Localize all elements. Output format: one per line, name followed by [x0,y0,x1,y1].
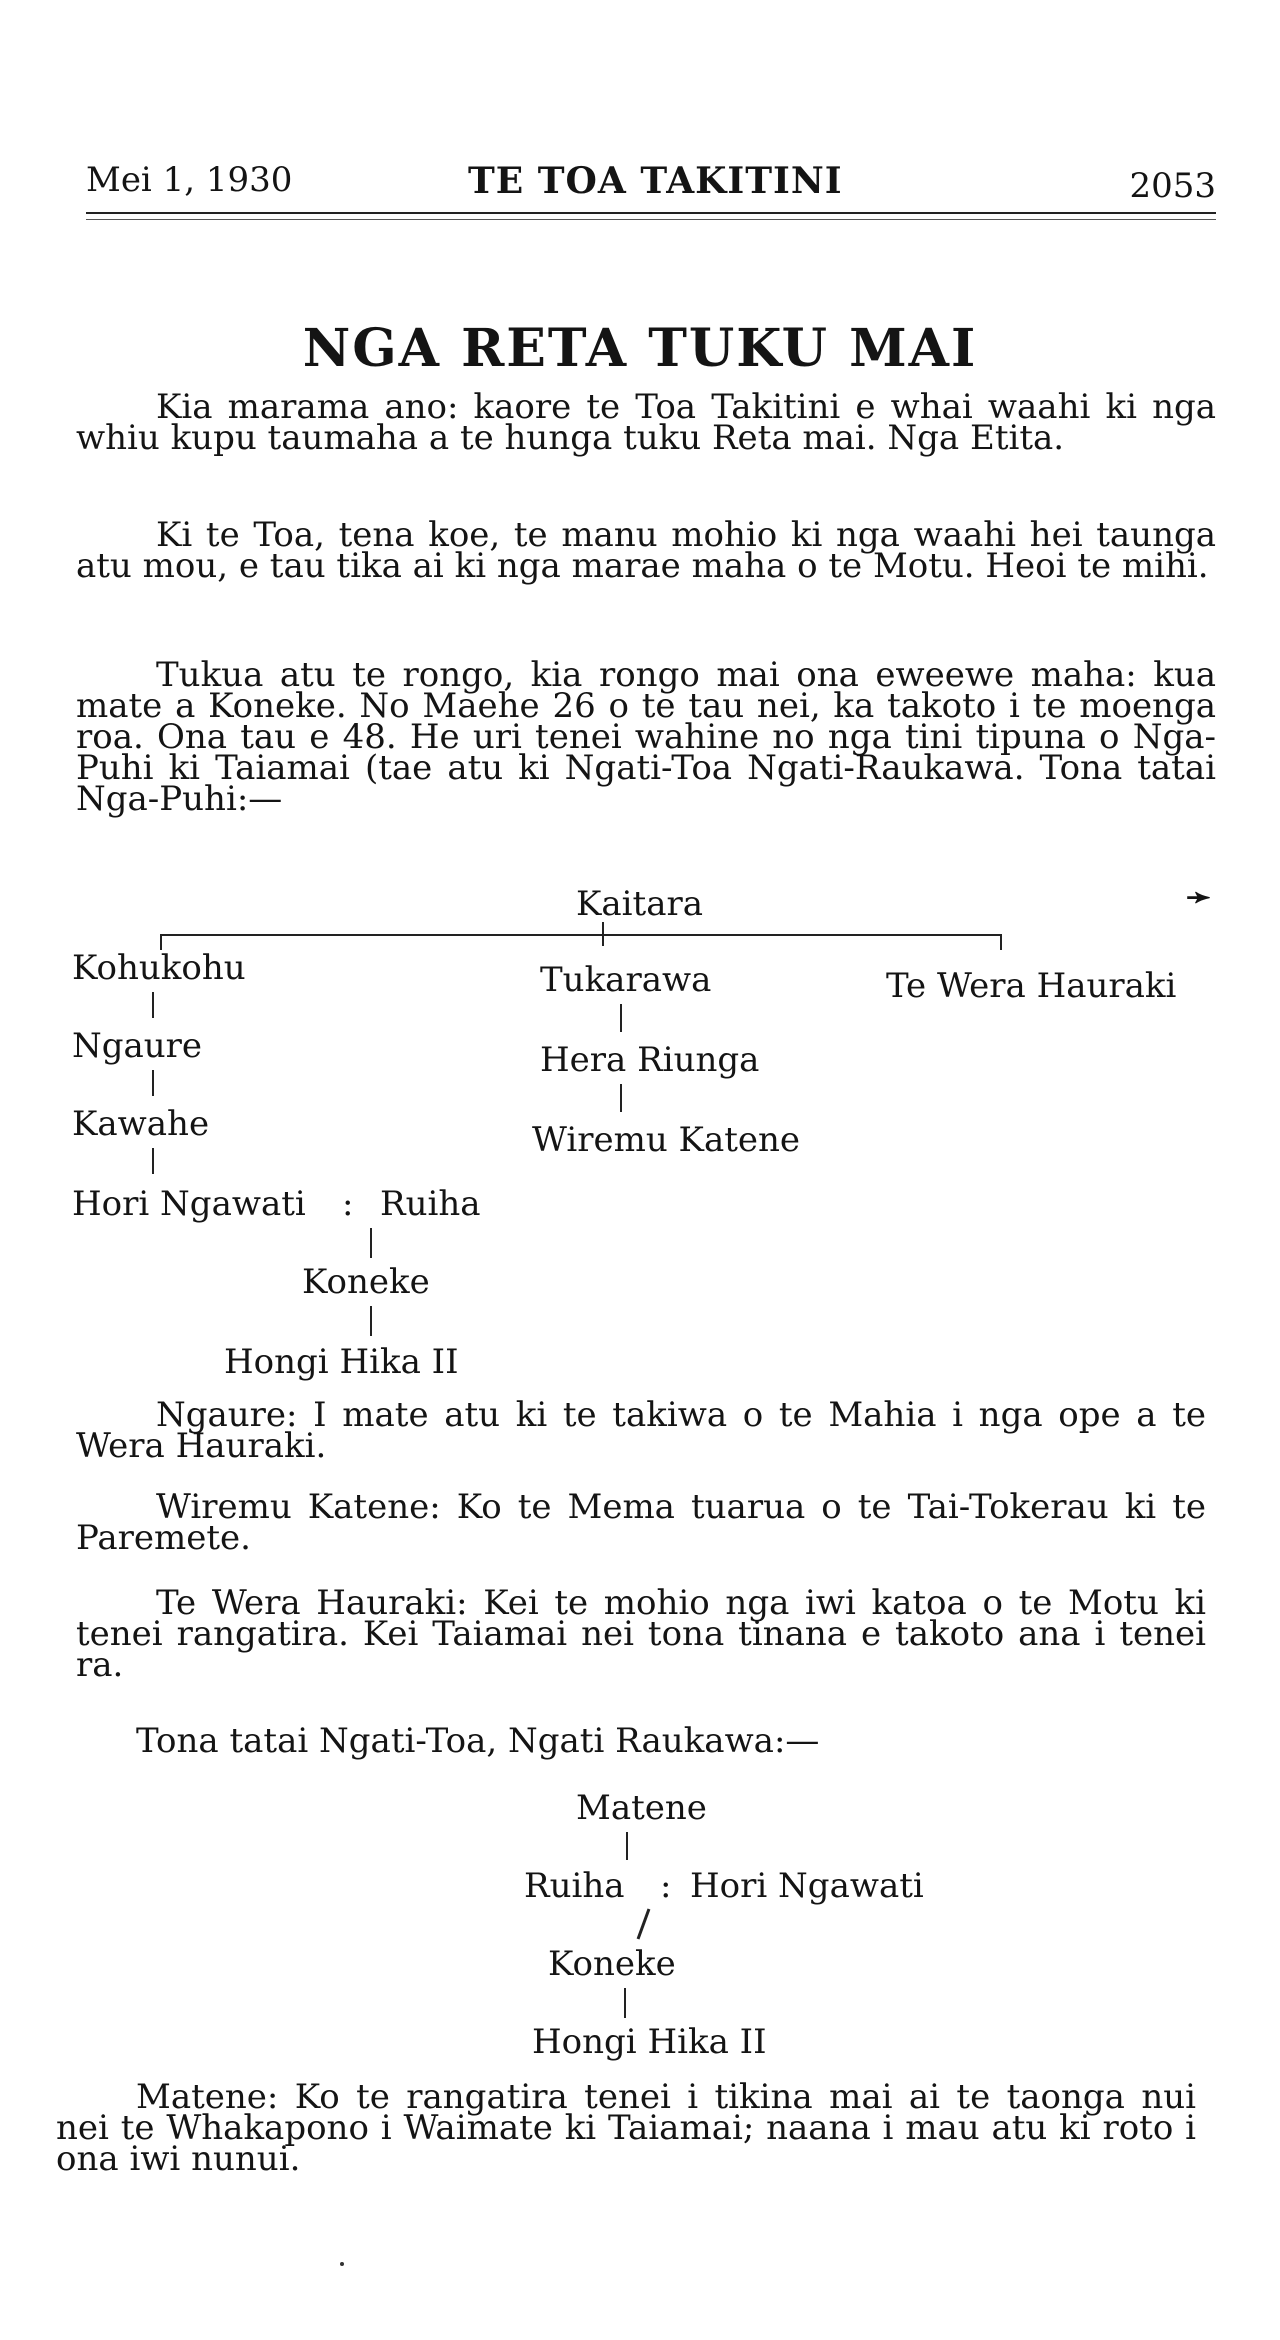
tree1-person: Te Wera Hauraki [886,966,1177,1006]
header-rule [86,212,1216,214]
tree1-person: Kawahe [72,1104,210,1144]
tree1-person: Hori Ngawati [72,1184,306,1224]
paragraph-editorial-note: Kia marama ano: kaore te Toa Takitini e whai waahi ki nga whiu kupu taumaha a te hunga tuku Reta mai. Nga Etita. [76,387,1216,458]
header-rule-thin [86,219,1216,220]
paragraph-death-notice: Tukua atu te rongo, kia rongo mai ona eweewe maha: kua mate a Koneke. No Maehe 26 o te tau nei, ka takoto i te moenga roa. Ona tau e 48. He uri tenei wahine no nga tini tipuna o Nga-Puhi ki Taiamai (tae atu ki Ngati-Toa Ngati-Raukawa. Tona tatai Nga-Puhi:— [76,655,1216,819]
running-header [86,160,1216,220]
paragraph-greeting: Ki te Toa, tena koe, te manu mohio ki nga waahi hei taunga atu mou, e tau tika ai ki nga marae maha o te Motu. Heoi te mihi. [76,515,1216,586]
tree1-spouse: Ruiha [380,1184,481,1224]
paragraph-matene: Matene: Ko te rangatira tenei i tikina mai ai te taonga nui nei te Whakapono i Waimate ki Taiamai; naana i mau atu ki roto i ona iwi nunui. [56,2077,1196,2179]
note-te-wera-hauraki: Te Wera Hauraki: Kei te mohio nga iwi katoa o te Motu ki tenei rangatira. Kei Taiamai nei tona tinana e takoto ana i tenei ra. [76,1583,1206,1685]
note-ngati-toa-intro: Tona tatai Ngati-Toa, Ngati Raukawa:— [136,1721,820,1761]
tree2-child: Koneke [548,1944,676,1984]
note-ngaure: Ngaure: I mate atu ki te takiwa o te Mahia i nga ope a te Wera Hauraki. [76,1395,1206,1466]
tree2-person: Ruiha [524,1866,625,1906]
tree1-marriage-separator: : [342,1184,354,1224]
tree1-person: Wiremu Katene [532,1120,801,1160]
tree2-spouse: Hori Ngawati [690,1866,924,1906]
header-journal-title: TE TOA TAKITINI [468,160,843,202]
continuation-arrow-icon: ➛ [1186,880,1212,915]
header-date: Mei 1, 1930 [86,160,293,200]
article-title: NGA RETA TUKU MAI [302,318,978,379]
tree2-descent-slash [637,1908,651,1939]
tree1-root: Kaitara [576,884,704,924]
tree2-root: Matene [576,1788,707,1828]
tree1-person: Hera Riunga [540,1040,760,1080]
tree1-grandchild: Hongi Hika II [224,1342,459,1382]
tree1-person: Ngaure [72,1026,203,1066]
tree1-child: Koneke [302,1262,430,1302]
tree1-branch-line [160,934,1000,936]
tree1-person: Tukarawa [540,960,712,1000]
tree2-grandchild: Hongi Hika II [532,2022,767,2062]
header-page-number: 2053 [1129,166,1216,206]
print-speck [340,2262,344,2266]
tree2-marriage-separator: : [660,1866,672,1906]
note-wiremu-katene: Wiremu Katene: Ko te Mema tuarua o te Tai-Tokerau ki te Paremete. [76,1487,1206,1558]
tree1-person: Kohukohu [72,948,246,988]
